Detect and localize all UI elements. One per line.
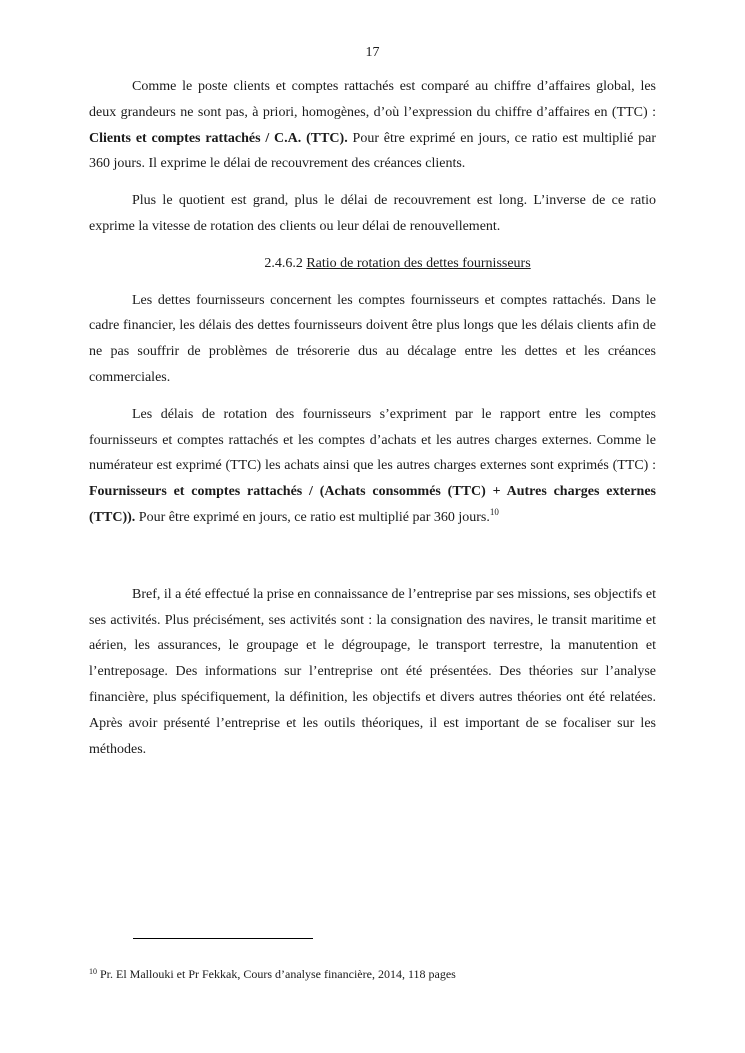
- paragraph-clients-ratio: [89, 74, 656, 177]
- footnote-mark: 10: [89, 967, 97, 976]
- section-title: Ratio de rotation des dettes fournisseurs: [306, 255, 531, 271]
- footnote-text: Pr. El Mallouki et Pr Fekkak, Cours d’analyse financière, 2014, 118 pages: [97, 967, 456, 981]
- paragraph-text: Comme le poste clients et comptes rattachés est comparé au chiffre d’affaires global, les deux grandeurs ne sont pas, à priori, homogènes, d’où l’expression du chiffre d’affaires en (TTC) :: [89, 79, 656, 120]
- footnote-reference[interactable]: 10: [489, 506, 499, 517]
- paragraph-text: Les délais de rotation des fournisseurs s’expriment par le rapport entre les comptes fournisseurs et comptes rattachés et les comptes d’achats et les autres charges externes. Comme le numérateur est exprimé (TTC) les achats ainsi que les autres charges externes sont exprimés (TTC) :: [89, 406, 656, 474]
- section-number: 2.4.6.2: [264, 255, 303, 271]
- footnote-separator: [133, 938, 313, 939]
- paragraph-dettes-fournisseurs: Les dettes fournisseurs concernent les comptes fournisseurs et comptes rattachés. Dans le cadre financier, les délais des dettes fournisseurs doivent être plus longs que les délais clients afin de ne pas souffrir de problèmes de trésorerie dus au décalage entre les dettes et les créances commerciales.: [89, 292, 656, 385]
- section-heading: [89, 251, 656, 277]
- page-number: 17: [365, 45, 380, 60]
- paragraph-quotient: Plus le quotient est grand, plus le délai de recouvrement est long. L’inverse de ce ratio exprime la vitesse de rotation des clients ou leur délai de renouvellement.: [89, 193, 656, 234]
- paragraph-text: Pour être exprimé en jours, ce ratio est multiplié par 360 jours. Il exprime le délai de recouvrement des créances clients.: [89, 130, 656, 172]
- spacer: [89, 542, 656, 582]
- formula-clients: Clients et comptes rattachés / C.A. (TTC).: [89, 130, 348, 146]
- paragraph-summary: Bref, il a été effectué la prise en connaissance de l’entreprise par ses missions, ses objectifs et ses activités. Plus précisément, ses activités sont : la consignation des navires, le transit maritime et aérien, les assurances, le groupage et le dégroupage, le transport terrestre, la manutention et l’entreposage. Des informations sur l’entreprise ont été présentées. Des théories sur l’analyse financière, plus spécifiquement, la définition, les objectifs et divers autres théories ont été relatées. Après avoir présenté l’entreprise et les outils théoriques, il est important de se focaliser sur les méthodes.: [89, 586, 656, 757]
- footnote: [89, 966, 456, 982]
- document-body: [89, 74, 656, 773]
- paragraph-rotation-fournisseurs: [89, 402, 656, 531]
- formula-fournisseurs: Fournisseurs et comptes rattachés / (Achats consommés (TTC) + Autres charges externes (TTC)).: [89, 484, 656, 525]
- paragraph-text: Pour être exprimé en jours, ce ratio est multiplié par 360 jours.: [135, 509, 490, 525]
